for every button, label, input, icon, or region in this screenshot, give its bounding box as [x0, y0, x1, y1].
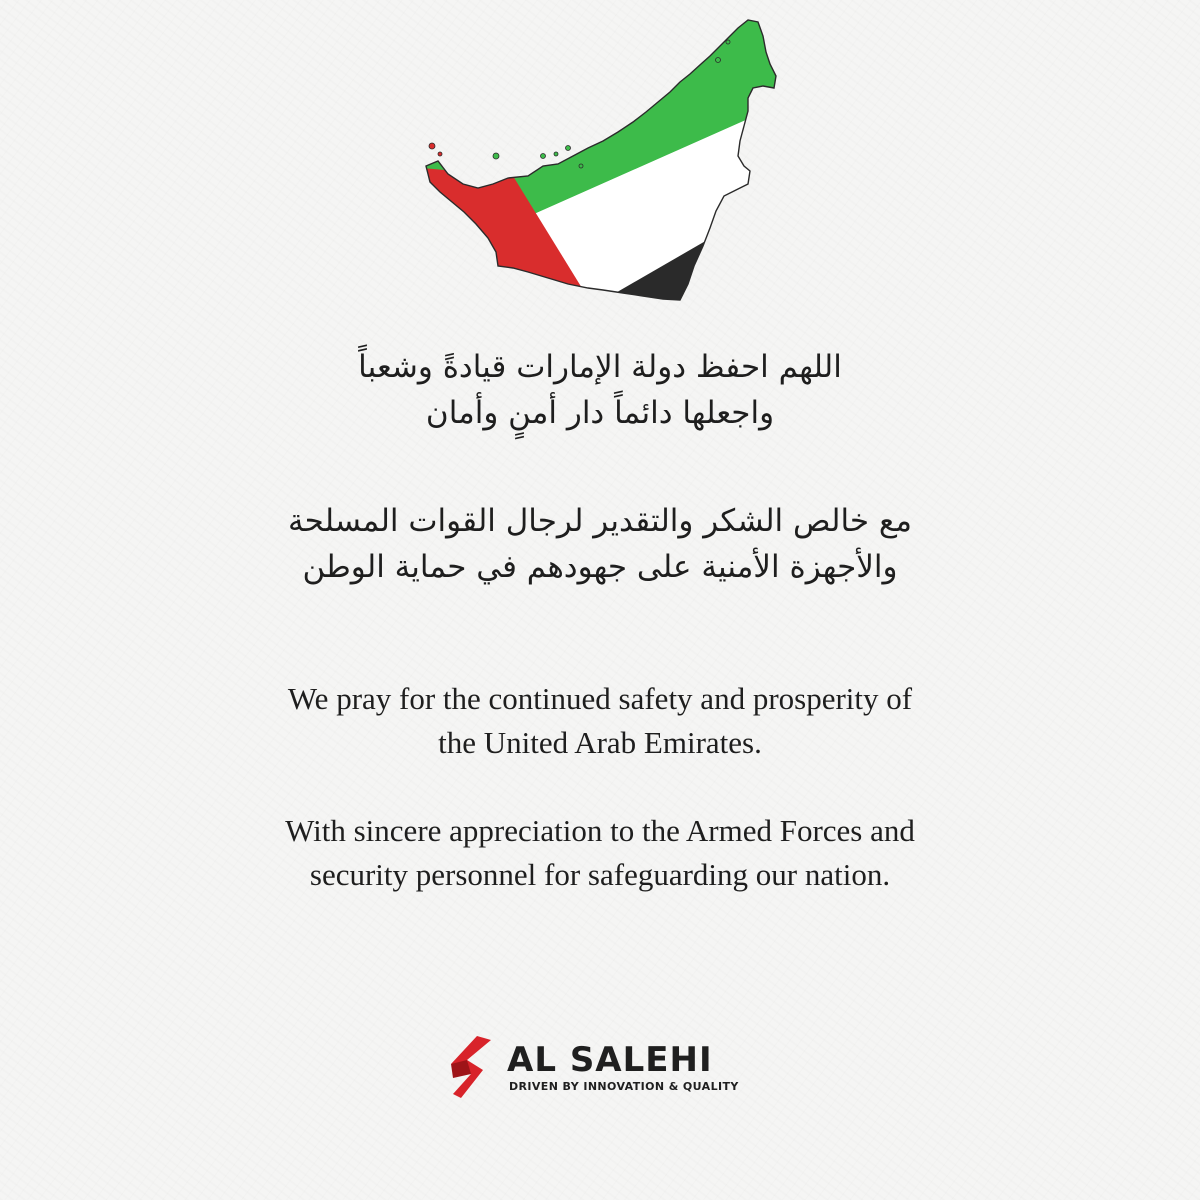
english-prayer-line-1: We pray for the continued safety and prosperity of	[287, 681, 913, 716]
al-salehi-s-logo-icon	[447, 1036, 497, 1102]
brand-tagline: DRIVEN BY INNOVATION & QUALITY	[509, 1080, 739, 1093]
brand-logo	[447, 1036, 757, 1102]
brand-name: AL SALEHI	[507, 1040, 713, 1080]
english-thanks-line-2: security personnel for safeguarding our nation.	[309, 857, 891, 892]
uae-map-flag-icon	[418, 16, 788, 306]
arabic-thanks-text	[150, 498, 1050, 590]
english-prayer-text	[150, 677, 1050, 765]
arabic-prayer-line-2: واجعلها دائماً دار أمنٍ وأمان	[425, 395, 775, 431]
arabic-prayer-text	[150, 344, 1050, 436]
english-thanks-text	[150, 809, 1050, 897]
arabic-thanks-line-2: والأجهزة الأمنية على جهودهم في حماية الوطن	[302, 549, 898, 585]
arabic-thanks-line-1: مع خالص الشكر والتقدير لرجال القوات المسلحة	[287, 503, 913, 539]
english-thanks-line-1: With sincere appreciation to the Armed Forces and	[285, 813, 915, 848]
arabic-prayer-line-1: اللهم احفظ دولة الإمارات قيادةً وشعباً	[358, 349, 842, 385]
english-prayer-line-2: the United Arab Emirates.	[438, 725, 762, 760]
